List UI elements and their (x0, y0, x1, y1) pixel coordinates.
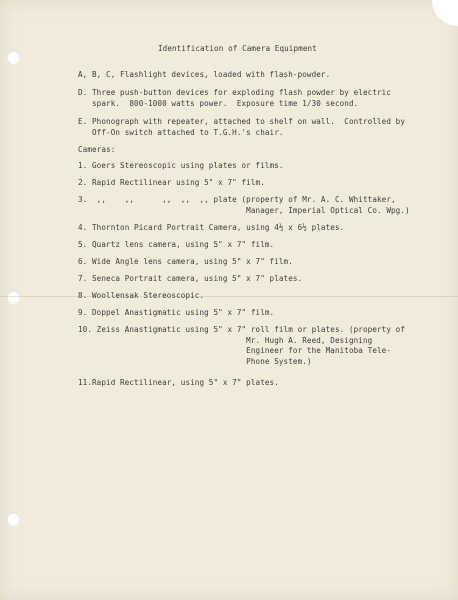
punch-hole-middle (7, 290, 20, 304)
punch-hole-bottom (7, 512, 20, 526)
camera-item-4: 4. Thornton Picard Portrait Camera, using 4½ x 6½ plates. (78, 223, 345, 232)
camera-item-6: 6. Wide Angle lens camera, using 5" x 7" film. (78, 257, 293, 266)
camera-item-3: 3. ,, ,, ,, ,, ,, plate (property of Mr. A. C. Whittaker, Manager, Imperial Optical Co. Wpg.) (78, 195, 410, 215)
camera-item-8: 8. Woollensak Stereoscopic. (78, 291, 205, 300)
camera-item-2: 2. Rapid Rectilinear using 5" x 7" film. (78, 178, 265, 187)
cameras-heading: Cameras: (78, 145, 116, 154)
camera-item-9: 9. Doppel Anastigmatic using 5" x 7" film. (78, 308, 275, 317)
device-item-e: E. Phonograph with repeater, attached to shelf on wall. Controlled by Off-On switch attached to T.G.H.'s chair. (78, 117, 406, 137)
camera-item-5: 5. Quartz lens camera, using 5" x 7" film. (78, 240, 275, 249)
page-corner-cut (432, 0, 458, 26)
device-item-d: D. Three push-button devices for exploding flash powder by electric spark. 800-1000 watts power. Exposure time 1/30 second. (78, 88, 392, 108)
punch-hole-top (7, 50, 20, 64)
camera-item-7: 7. Seneca Portrait camera, using 5" x 7" plates. (78, 274, 303, 283)
camera-item-10: 10. Zeiss Anastigmatic using 5" x 7" roll film or plates. (property of Mr. Hugh A. Reed, Designing Engineer for the Manitoba Tele- Phone System.) (78, 325, 406, 366)
paper-fold-line (0, 296, 458, 297)
camera-item-11: 11.Rapid Rectilinear, using 5" x 7" plates. (78, 378, 279, 387)
camera-item-1: 1. Goers Stereoscopic using plates or films. (78, 161, 284, 170)
document-title: Identification of Camera Equipment (158, 44, 317, 53)
device-item-abc: A, B, C, Flashlight devices, loaded with flash-powder. (78, 70, 331, 79)
